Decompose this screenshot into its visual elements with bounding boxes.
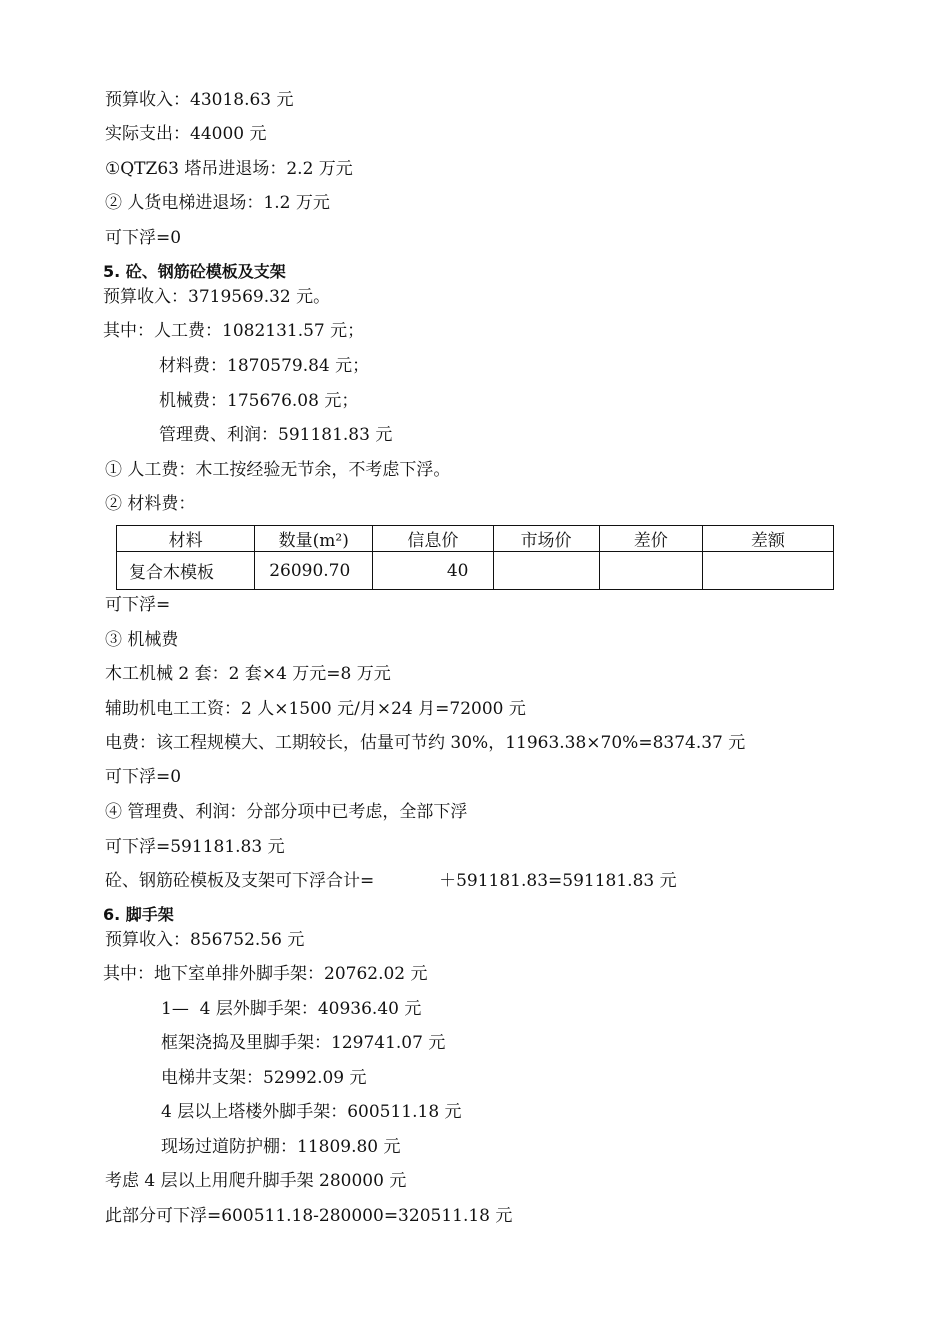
text-line: 此部分可下浮=600511.18-280000=320511.18 元: [105, 1206, 513, 1226]
text-line: 木工机械 2 套：2 套×4 万元=8 万元: [105, 664, 391, 684]
text-line: 框架浇捣及里脚手架：129741.07 元: [161, 1033, 446, 1053]
table-header-cell: 数量(m²): [255, 526, 373, 552]
text-line: 电费：该工程规模大、工期较长，估量可节约 30%，11963.38×70%=8374.37 元: [105, 733, 746, 753]
text-line: 1— 4 层外脚手架：40936.40 元: [161, 999, 422, 1019]
text-line: ① 人工费：木工按经验无节余，不考虑下浮。: [105, 460, 451, 480]
table-header-cell: 差价: [599, 526, 702, 552]
table-header-cell: 市场价: [493, 526, 599, 552]
text-line: 辅助机电工工资：2 人×1500 元/月×24 月=72000 元: [105, 699, 526, 719]
text-line: 预算收入：3719569.32 元。: [103, 287, 331, 307]
text-line: 实际支出：44000 元: [105, 124, 267, 144]
text-line: 可下浮=591181.83 元: [105, 837, 285, 857]
text-line: ② 人货电梯进退场：1.2 万元: [105, 193, 330, 213]
table-cell: [702, 552, 833, 590]
text-line: 预算收入：856752.56 元: [105, 930, 305, 950]
text-line: 考虑 4 层以上用爬升脚手架 280000 元: [105, 1171, 407, 1191]
text-line: 机械费：175676.08 元；: [159, 391, 359, 411]
text-line: 其中：地下室单排外脚手架：20762.02 元: [103, 964, 428, 984]
table-cell: 40: [373, 552, 493, 590]
table-header-cell: 材料: [117, 526, 255, 552]
table-cell: 复合木模板: [117, 552, 255, 590]
table-header-row: [117, 526, 834, 552]
text-line: 电梯井支架：52992.09 元: [161, 1068, 367, 1088]
table-header-cell: 信息价: [373, 526, 493, 552]
text-line: 管理费、利润：591181.83 元: [159, 425, 393, 445]
text-line: 砼、钢筋砼模板及支架可下浮合计= ＋591181.83=591181.83 元: [105, 871, 677, 891]
text-line: 预算收入：43018.63 元: [105, 90, 294, 110]
text-line: ①QTZ63 塔吊进退场：2.2 万元: [105, 159, 353, 179]
section-heading-5: 5. 砼、钢筋砼模板及支架: [103, 262, 286, 281]
text-line: 可下浮=: [105, 595, 171, 615]
text-line: 现场过道防护棚：11809.80 元: [161, 1137, 401, 1157]
text-line: ② 材料费：: [105, 494, 196, 514]
section-heading-6: 6. 脚手架: [103, 905, 174, 924]
text-line: 4 层以上塔楼外脚手架：600511.18 元: [161, 1102, 462, 1122]
table-header-cell: 差额: [702, 526, 833, 552]
table-row: [117, 552, 834, 590]
table-cell: [493, 552, 599, 590]
text-line: 材料费：1870579.84 元；: [159, 356, 370, 376]
table-cell: [599, 552, 702, 590]
text-line: 可下浮=0: [105, 228, 182, 248]
text-line: ④ 管理费、利润：分部分项中已考虑，全部下浮: [105, 802, 468, 822]
text-line: 其中：人工费：1082131.57 元；: [103, 321, 365, 341]
text-line: 可下浮=0: [105, 767, 182, 787]
table-cell: 26090.70: [255, 552, 373, 590]
text-line: ③ 机械费: [105, 630, 179, 650]
material-table: [116, 525, 834, 590]
